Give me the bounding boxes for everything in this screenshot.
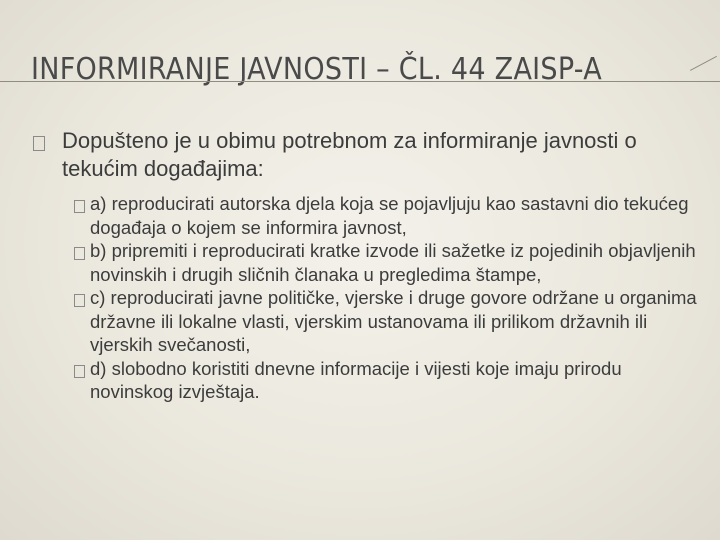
square-bullet-icon: [74, 247, 85, 260]
main-bullet: [62, 127, 682, 183]
title-divider-accent: [690, 56, 717, 71]
sub-bullet-text: d) slobodno koristiti dnevne informacije i vijesti koje imaju prirodu novinskog izvještaja.: [90, 357, 622, 402]
sub-bullet-text: c) reproducirati javne političke, vjerske i druge govore održane u organima državne ili lokalne vlasti, vjerskim ustanovama ili prilikom državnih ili vjerskih svečanosti,: [90, 287, 697, 355]
sub-bullet-text: a) reproducirati autorska djela koja se pojavljuju kao sastavni dio tekućeg događaja o kojem se informira javnost,: [90, 193, 689, 238]
title-divider: [0, 81, 720, 82]
sub-bullet-d: [90, 357, 710, 404]
square-bullet-icon: [74, 365, 85, 378]
sub-bullet-b: [90, 239, 710, 286]
main-bullet-text: Dopušteno je u obimu potrebnom za informiranje javnosti o tekućim događajima:: [62, 128, 637, 181]
square-bullet-icon: [74, 200, 85, 213]
sub-bullet-c: [90, 286, 710, 357]
square-bullet-icon: [33, 136, 45, 151]
sub-bullet-list: [90, 192, 710, 404]
square-bullet-icon: [74, 294, 85, 307]
sub-bullet-text: b) pripremiti i reproducirati kratke izvode ili sažetke iz pojedinih objavljenih novinskih i drugih sličnih članaka u pregledima štampe,: [90, 240, 696, 285]
sub-bullet-a: [90, 192, 710, 239]
slide-title: INFORMIRANJE JAVNOSTI – ČL. 44 ZAISP-A: [31, 52, 602, 87]
